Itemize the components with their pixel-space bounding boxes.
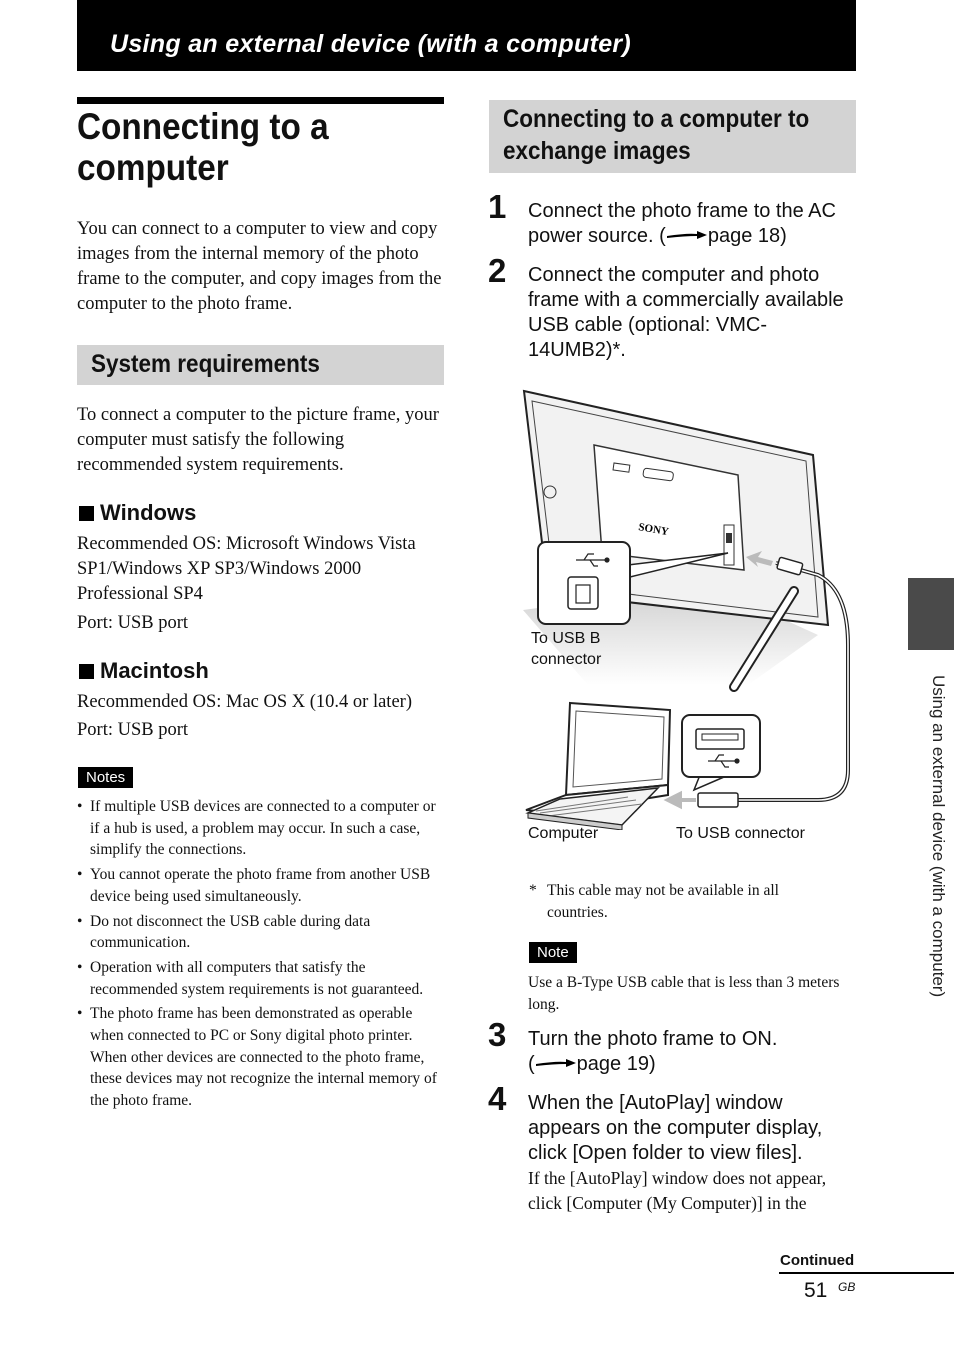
step-number: 1 (488, 188, 507, 225)
step-1-text: Connect the photo frame to the AC power source. ( page 18) (528, 200, 836, 247)
svg-text:SONY: SONY (637, 521, 670, 539)
step-number: 3 (488, 1016, 507, 1053)
label-usb-b-connector: To USB B connector (531, 630, 602, 668)
windows-port: Port: USB port (77, 613, 189, 633)
list-item: • The photo frame has been demonstrated as operable when connected to PC or Sony digital photo printer. When other devices are connected to the photo frame, these devices may not recognize the internal memory of the photo frame. (77, 1003, 445, 1112)
footnote-mark: * (529, 882, 537, 899)
windows-os: Recommended OS: Microsoft Windows Vista SP1/Windows XP SP3/Windows 2000 Professional SP4 (77, 534, 416, 604)
sysreq-intro: To connect a computer to the picture frame, your computer must satisfy the following recommended system requirements. (77, 405, 439, 475)
footnote-text: This cable may not be available in all countries. (547, 882, 779, 921)
section-side-tab (908, 578, 954, 650)
step-number: 4 (488, 1080, 507, 1117)
note-text: Use a B-Type USB cable that is less than 3 meters long. (528, 974, 840, 1013)
list-item: • You cannot operate the photo frame from another USB device being used simultaneously. (77, 864, 445, 907)
page-suffix: GB (838, 1280, 856, 1294)
list-item: • Operation with all computers that satisfy the recommended system requirements is not guaranteed. (77, 957, 445, 1000)
list-item: • If multiple USB devices are connected to a computer or if a hub is used, a problem may occur. In such a case, simplify the connections. (77, 796, 445, 861)
page-number: 51 (804, 1279, 828, 1302)
label-computer: Computer (528, 825, 599, 842)
step-4-subtext: If the [AutoPlay] window does not appear, click [Computer (My Computer)] in the (528, 1168, 827, 1213)
macintosh-heading: Macintosh (79, 658, 209, 684)
usb-a-callout (682, 715, 760, 790)
page-title: Connecting to a computer (77, 106, 329, 188)
notes-list (77, 796, 445, 1115)
insert-arrow-icon (668, 794, 696, 806)
page-ref-arrow-icon (536, 1058, 576, 1068)
connection-diagram (518, 385, 858, 830)
step-4-text: When the [AutoPlay] window appears on the computer display, click [Open folder to view files]. (528, 1092, 823, 1164)
section-banner (77, 0, 856, 71)
banner-title: Using an external device (with a computer) (110, 30, 632, 58)
step-2-text: Connect the computer and photo frame with a commercially available USB cable (optional: VMC-14UMB2)*. (528, 264, 844, 361)
title-rule (77, 97, 444, 104)
intro-paragraph: You can connect to a computer to view and copy images from the internal memory of the photo frame to the computer, and copy images from the computer to the photo frame. (77, 219, 442, 314)
side-tab-text: Using an external device (with a computer) (929, 675, 948, 998)
laptop-illustration (526, 703, 670, 830)
mac-os: Recommended OS: Mac OS X (10.4 or later) (77, 692, 412, 712)
step-3-text: Turn the photo frame to ON. ( page 19) (528, 1028, 778, 1075)
notes-label: Notes (78, 767, 133, 788)
square-bullet-icon (79, 664, 94, 679)
list-item: • Do not disconnect the USB cable during data communication. (77, 911, 445, 954)
page-ref-arrow-icon (667, 230, 707, 240)
footer-rule (779, 1272, 954, 1274)
sysreq-heading-box (77, 345, 444, 385)
exchange-heading-box (489, 100, 856, 173)
continued-label: Continued (780, 1252, 855, 1269)
sysreq-heading: System requirements (91, 350, 320, 378)
usb-a-plug (698, 793, 738, 807)
windows-heading: Windows (79, 500, 196, 526)
step-number: 2 (488, 252, 507, 289)
mac-port: Port: USB port (77, 720, 189, 740)
label-usb-connector: To USB connector (676, 825, 805, 842)
square-bullet-icon (79, 506, 94, 521)
exchange-heading: Connecting to a computer to exchange images (503, 105, 810, 165)
note-label: Note (529, 942, 577, 963)
